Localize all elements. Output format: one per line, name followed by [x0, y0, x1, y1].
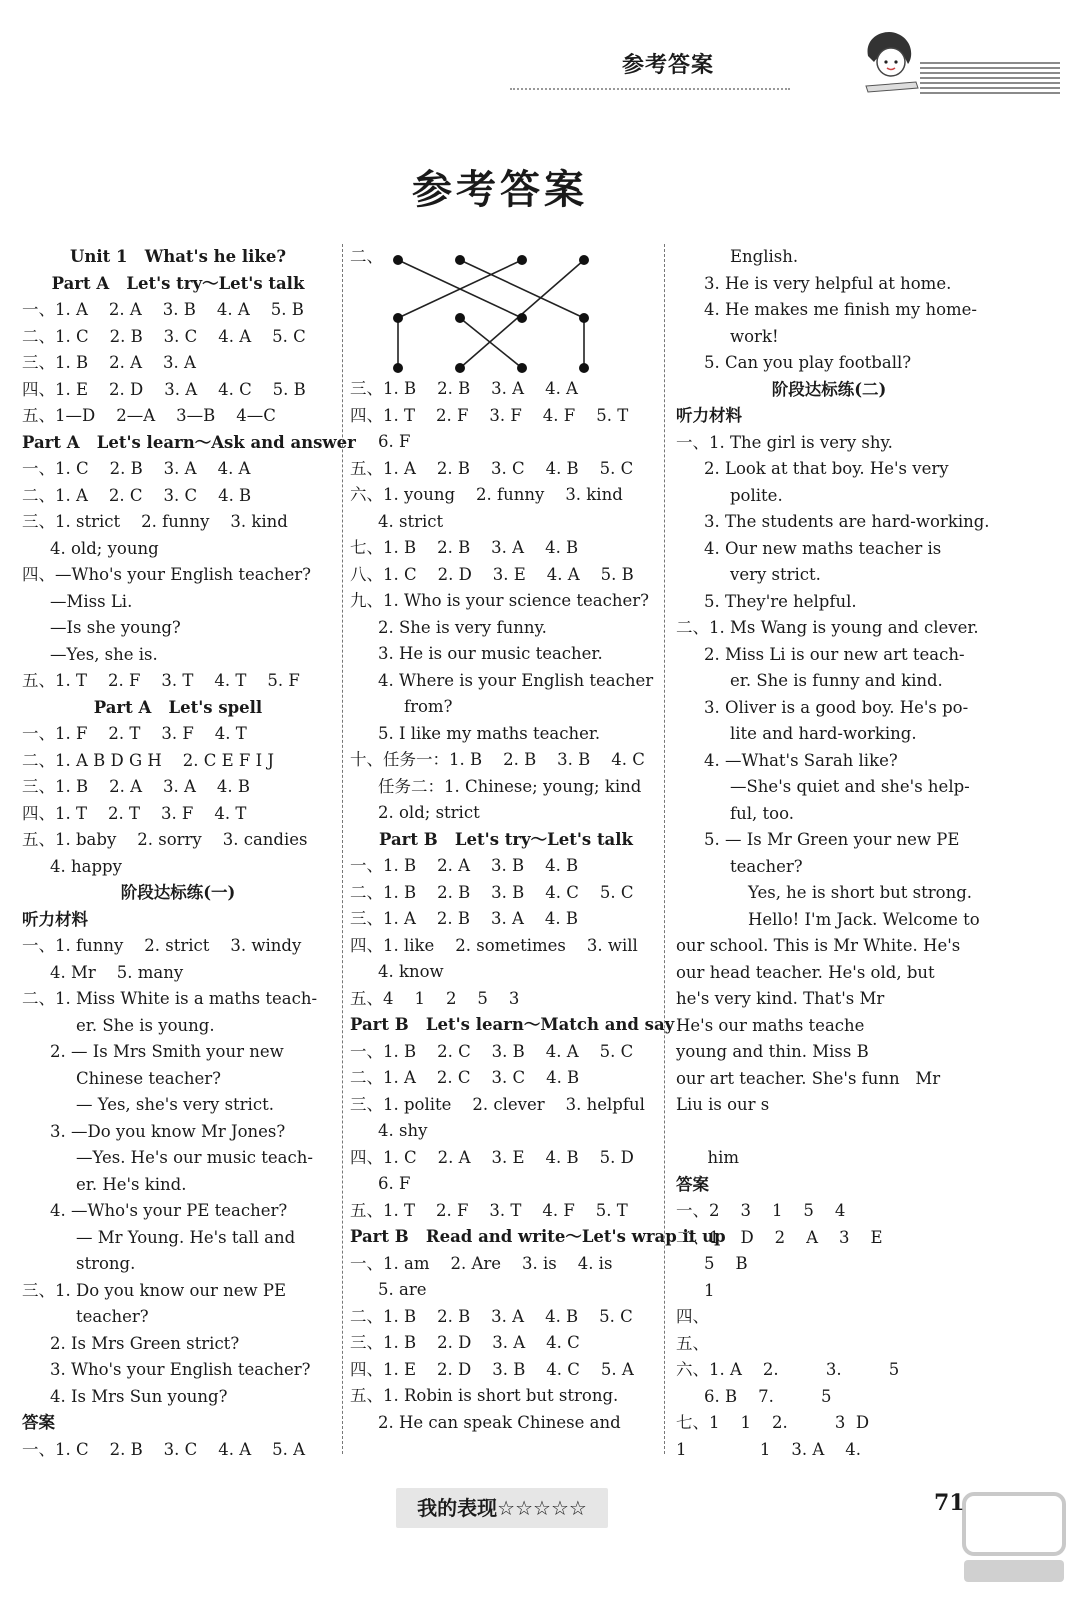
answer-line: er. She is young.	[76, 1015, 215, 1035]
answer-line: he's very kind. That's Mr	[676, 989, 885, 1008]
answer-line: 五、	[676, 1333, 709, 1353]
matching-lines	[382, 248, 612, 374]
answer-line: 七、1. B 2. B 3. A 4. B	[350, 538, 579, 557]
answer-line: 1 1 3. A 4.	[676, 1439, 862, 1459]
answer-line: 三、1. strict 2. funny 3. kind	[22, 512, 288, 531]
header-dotted-rule	[510, 88, 790, 90]
answer-column-1	[22, 244, 356, 1463]
answer-line: 6. F	[378, 1174, 411, 1193]
answer-line: 4. Is Mrs Sun young?	[50, 1386, 228, 1406]
answer-line: teacher?	[730, 856, 803, 876]
answer-line: English.	[730, 247, 799, 266]
answer-line: 听力材料	[676, 406, 742, 425]
answer-line: 六、1. young 2. funny 3. kind	[350, 485, 623, 504]
answer-line: Chinese teacher?	[76, 1068, 221, 1088]
answer-line: — Yes, she's very strict.	[76, 1095, 274, 1114]
answer-line: young and thin. Miss B	[676, 1042, 869, 1061]
answer-line: 任务二：1. Chinese; young; kind	[378, 776, 642, 796]
answer-line: 四、1. like 2. sometimes 3. will	[350, 935, 638, 955]
answer-line: —Yes, she is.	[50, 644, 158, 664]
answer-line: 3. —Do you know Mr Jones?	[50, 1121, 286, 1141]
my-performance-rating: 我的表现☆☆☆☆☆	[396, 1488, 608, 1528]
answer-line: 2. Is Mrs Green strict?	[50, 1333, 240, 1353]
answer-line: 阶段达标练(一)	[120, 883, 236, 902]
match-dot	[393, 363, 403, 373]
header-stripe-decoration	[920, 62, 1060, 96]
answer-line: 3. He is very helpful at home.	[704, 273, 952, 293]
column-divider	[342, 244, 343, 1454]
answer-line: 二、1. Miss White is a maths teach-	[22, 989, 318, 1008]
match-dot	[455, 255, 465, 265]
answer-line: 答案	[22, 1413, 55, 1432]
answer-line: 2. old; strict	[378, 803, 480, 822]
answer-line: 二、1. B 2. B 3. A 4. B 5. C	[350, 1306, 633, 1326]
answer-line: 一、1. C 2. B 3. C 4. A 5. A	[22, 1439, 306, 1459]
answer-line: 3. Who's your English teacher?	[50, 1360, 311, 1379]
answer-line: 一、1. am 2. Are 3. is 4. is	[350, 1253, 613, 1273]
answer-line: 一、1. C 2. B 3. A 4. A	[22, 459, 251, 478]
answer-line: 5 B	[704, 1254, 748, 1273]
answer-line: 三、1. B 2. A 3. A	[22, 353, 196, 372]
answer-line: 4. strict	[378, 511, 444, 531]
answer-line: er. He's kind.	[76, 1174, 187, 1194]
answer-line: our school. This is Mr White. He's	[676, 936, 961, 955]
answer-line: 阶段达标练(二)	[771, 379, 887, 399]
answer-line: 5. I like my maths teacher.	[378, 723, 601, 743]
answer-line: 2. She is very funny.	[378, 617, 547, 637]
answer-line: 四、1. T 2. F 3. F 4. F 5. T	[350, 405, 629, 425]
answer-line: — Mr Young. He's tall and	[76, 1227, 296, 1247]
match-dot	[455, 363, 465, 373]
match-dot	[579, 255, 589, 265]
answer-line: 2. Miss Li is our new art teach-	[704, 644, 965, 664]
answer-line: him	[676, 1148, 740, 1167]
answer-line: 4. know	[378, 962, 444, 981]
page-title: 参考答案	[412, 167, 588, 213]
answer-line: 九、1. Who is your science teacher?	[350, 591, 649, 610]
answer-line: 5. are	[378, 1280, 427, 1299]
answer-line: —Yes. He's our music teach-	[76, 1148, 313, 1167]
answer-line: 6. F	[378, 432, 411, 451]
answer-column-3	[676, 244, 990, 1463]
answer-line: 四、—Who's your English teacher?	[22, 565, 312, 584]
match-line	[460, 260, 584, 318]
answer-line: 七、1 1 2. 3 D	[676, 1413, 870, 1432]
answer-line: Part A Let's spell	[93, 697, 263, 717]
answer-line: 二、1. B 2. B 3. B 4. C 5. C	[350, 882, 634, 902]
match-dot	[517, 313, 527, 323]
answer-line: 二、1. A B D G H 2. C E F I J	[22, 750, 275, 770]
answer-line: 四、1. E 2. D 3. A 4. C 5. B	[22, 379, 306, 399]
answer-line: 2. He can speak Chinese and	[378, 1412, 621, 1432]
answer-line: 三、1. Do you know our new PE	[22, 1280, 287, 1300]
column-divider	[664, 244, 665, 1454]
answer-line: 1	[704, 1280, 715, 1300]
page-number: 71	[934, 1490, 965, 1516]
answer-line: 3. He is our music teacher.	[378, 644, 603, 663]
answer-line: 听力材料	[22, 909, 88, 929]
match-dot	[455, 313, 465, 323]
answer-line: 五、1. T 2. F 3. T 4. T 5. F	[22, 671, 300, 690]
matching-diagram: 二、	[350, 244, 662, 376]
answer-line: 4. He makes me finish my home-	[704, 300, 978, 319]
answer-line: 4. Our new maths teacher is	[704, 538, 942, 558]
answer-line: polite.	[730, 485, 783, 505]
answer-line: 一、2 3 1 5 4	[676, 1201, 846, 1220]
match-dot	[393, 313, 403, 323]
answer-line: 一、1. B 2. A 3. B 4. B	[350, 856, 579, 875]
answer-line: 5. Can you play football?	[704, 353, 912, 372]
answer-line: 3. The students are hard-working.	[704, 512, 990, 531]
answer-line: 一、1. The girl is very shy.	[676, 432, 893, 452]
answer-line: 一、1. F 2. T 3. F 4. T	[22, 724, 247, 743]
answer-line: teacher?	[76, 1307, 149, 1326]
answer-line: 6. B 7. 5	[704, 1386, 832, 1406]
answer-line: ful, too.	[730, 803, 794, 823]
answer-line: 一、1. B 2. C 3. B 4. A 5. C	[350, 1041, 634, 1061]
answer-line: 3. Oliver is a good boy. He's po-	[704, 697, 969, 717]
answer-line: 六、1. A 2. 3. 5	[676, 1360, 900, 1379]
match-dot	[393, 255, 403, 265]
answer-line	[676, 1119, 982, 1146]
answer-line: 一、1. A 2. A 3. B 4. A 5. B	[22, 300, 304, 319]
answer-line: 三、1. B 2. B 3. A 4. A	[350, 379, 578, 398]
answer-line: lite and hard-working.	[730, 724, 917, 743]
answer-line: 2. — Is Mrs Smith your new	[50, 1042, 284, 1061]
answer-line: 四、1. C 2. A 3. E 4. B 5. D	[350, 1147, 634, 1167]
match-dot	[579, 313, 589, 323]
answer-line: 五、1. Robin is short but strong.	[350, 1386, 619, 1405]
match-dot	[517, 363, 527, 373]
answer-line: 三、1. B 2. D 3. A 4. C	[350, 1333, 580, 1352]
answer-line: 二、1. Ms Wang is young and clever.	[676, 618, 979, 637]
answer-line: our head teacher. He's old, but	[676, 962, 935, 982]
answer-line: 2. Look at that boy. He's very	[704, 459, 949, 478]
answer-line: 五、1. T 2. F 3. T 4. F 5. T	[350, 1200, 628, 1220]
answer-line: 五、1. baby 2. sorry 3. candies	[22, 830, 308, 849]
answer-line: work!	[730, 326, 779, 346]
answer-line: 4. happy	[50, 856, 122, 876]
answer-line: Part A Let's learn～Ask and answer	[22, 432, 356, 452]
answer-line: Part B Read and write～Let's wrap it up	[350, 1227, 726, 1246]
answer-line: —She's quiet and she's help-	[730, 777, 970, 796]
answer-line: 4. —What's Sarah like?	[704, 750, 898, 770]
match-dot	[517, 255, 527, 265]
answer-line: 答案	[676, 1174, 709, 1194]
answer-line: 五、1—D 2—A 3—B 4—C	[22, 406, 276, 425]
answer-line: 三、1. polite 2. clever 3. helpful	[350, 1094, 645, 1114]
header-title: 参考答案	[622, 53, 715, 78]
answer-line: 三、1. A 2. B 3. A 4. B	[350, 909, 578, 928]
answer-line: 五、1. A 2. B 3. C 4. B 5. C	[350, 458, 634, 478]
answer-line: 二、1. A 2. C 3. C 4. B	[350, 1068, 580, 1087]
answer-line: Yes, he is short but strong.	[748, 883, 973, 902]
answer-line: 一、1. funny 2. strict 3. windy	[22, 936, 302, 955]
answer-line: 4. —Who's your PE teacher?	[50, 1201, 288, 1220]
answer-line: 二、1. A 2. C 3. C 4. B	[22, 485, 252, 505]
answer-line: Part B Let's try～Let's talk	[379, 829, 633, 849]
answer-line: 三、1. B 2. A 3. A 4. B	[22, 777, 250, 796]
watermark-logo	[960, 1488, 1070, 1588]
answer-line: 八、1. C 2. D 3. E 4. A 5. B	[350, 564, 634, 584]
answer-line: He's our maths teache	[676, 1015, 865, 1035]
answer-line: 4. old; young	[50, 538, 159, 558]
answer-line: Part A Let's try～Let's talk	[51, 273, 305, 293]
match-dot	[579, 363, 589, 373]
answer-line: 五、4 1 2 5 3	[350, 988, 520, 1008]
girl-reading-icon	[858, 26, 924, 94]
answer-line: Liu is our s	[676, 1095, 770, 1114]
answer-line: 十、任务一：1. B 2. B 3. B 4. C	[350, 750, 645, 769]
answer-line: 四、1. T 2. T 3. F 4. T	[22, 803, 247, 823]
answer-line: from?	[404, 697, 453, 716]
answer-line: —Is she young?	[50, 618, 181, 637]
answer-line: 四、	[676, 1307, 709, 1326]
answer-line: our art teacher. She's funn Mr	[676, 1068, 941, 1088]
answer-line: 二、1. C 2. B 3. C 4. A 5. C	[22, 326, 306, 346]
answer-line: er. She is funny and kind.	[730, 671, 943, 690]
answer-line: strong.	[76, 1254, 136, 1273]
answer-line: 5. — Is Mr Green your new PE	[704, 830, 960, 849]
answer-line: —Miss Li.	[50, 591, 133, 611]
answer-line: Unit 1 What's he like?	[69, 247, 287, 266]
answer-line: 4. Where is your English teacher	[378, 670, 654, 690]
answer-line: 四、1. E 2. D 3. B 4. C 5. A	[350, 1359, 634, 1379]
answer-line: 5. They're helpful.	[704, 591, 857, 611]
answer-line: Hello! I'm Jack. Welcome to	[748, 909, 980, 929]
answer-line: 4. shy	[378, 1121, 428, 1140]
answer-line: Part B Let's learn～Match and say	[350, 1015, 675, 1034]
answer-line: 二、1 D 2 A 3 E	[676, 1227, 883, 1247]
answer-line: very strict.	[730, 565, 821, 584]
answer-line: 4. Mr 5. many	[50, 962, 184, 982]
